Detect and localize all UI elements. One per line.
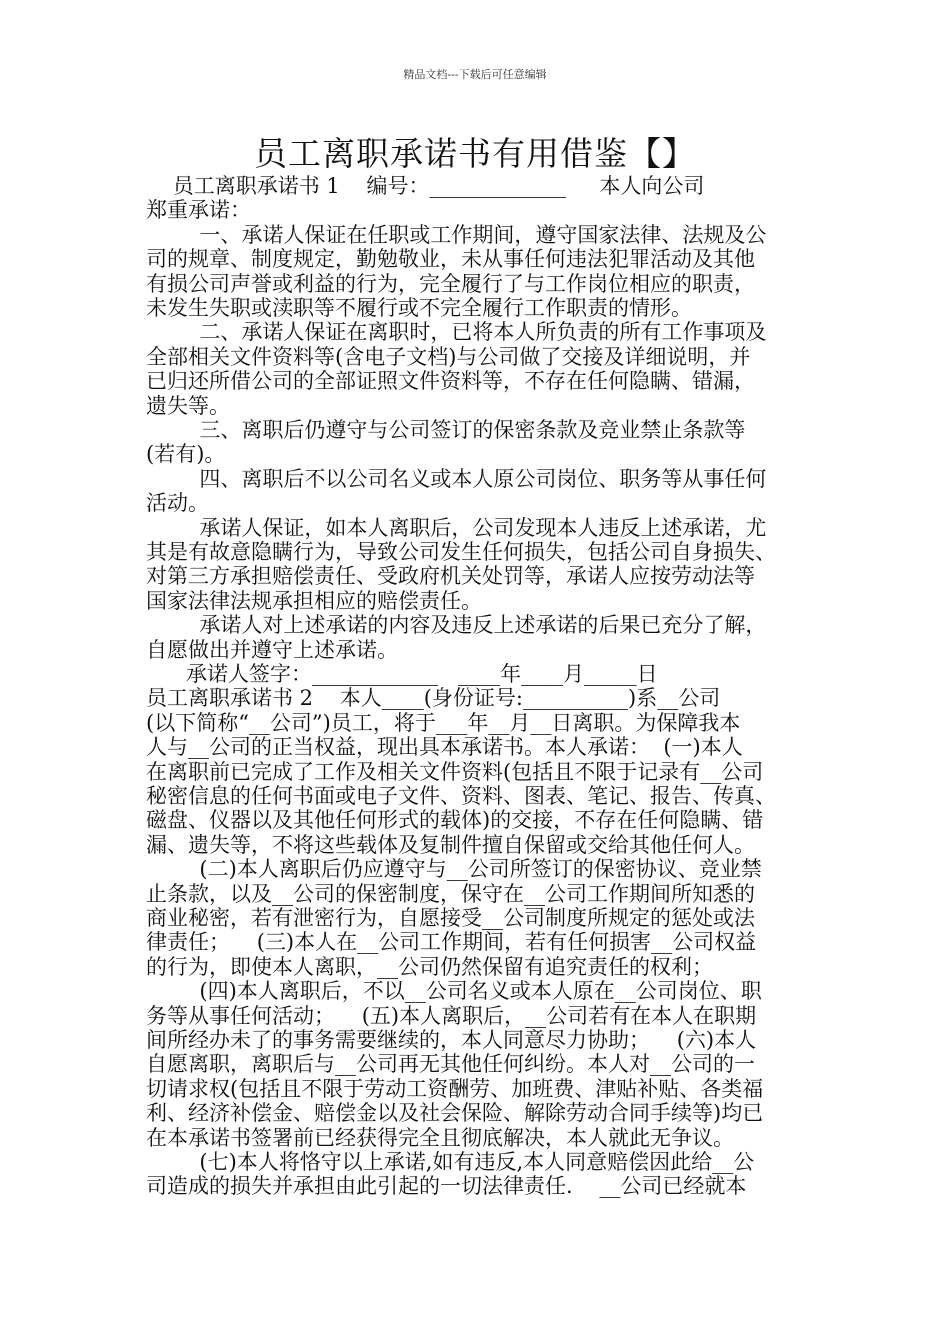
body-line: 利、经济补偿金、赔偿金以及社会保险、解除劳动合同手续等)均已 bbox=[146, 1101, 764, 1126]
body-line: 承诺人签字：____________ ____年____月_____日 bbox=[146, 662, 658, 686]
body-line: 其是有故意隐瞒行为，导致公司发生任何损失，包括公司自身损失、 bbox=[146, 540, 776, 564]
body-line: 国家法律法规承担相应的赔偿责任。 bbox=[146, 588, 482, 613]
body-line: 商业秘密，若有泄密行为，自愿接受__公司制度所规定的惩处或法 bbox=[146, 906, 755, 930]
body-line: 司的规章、制度规定，勤勉敬业，未从事任何违法犯罪活动及其他 bbox=[146, 247, 755, 272]
body-line: 已归还所借公司的全部证照文件资料等，不存在任何隐瞒、错漏， bbox=[146, 369, 755, 394]
body-line: 间所经办未了的事务需要继续的，本人同意尽力协助； (六)本人 bbox=[146, 1028, 757, 1052]
body-line: 活动。 bbox=[146, 491, 209, 516]
body-line: 有损公司声誉或利益的行为，完全履行了与工作岗位相应的职责， bbox=[146, 271, 755, 296]
document-title: 员工离职承诺书有用借鉴【】 bbox=[254, 134, 696, 173]
body-line: 四、离职后不以公司名义或本人原公司岗位、职务等从事任何 bbox=[146, 466, 767, 491]
body-line: 在本承诺书签署前已经获得完全且彻底解决，本人就此无争议。 bbox=[146, 1125, 734, 1150]
body-line: 漏、遗失等，不将这些载体及复制件擅自保留或交给其他任何人。 bbox=[146, 832, 755, 857]
body-line: 自愿做出并遵守上述承诺。 bbox=[146, 637, 398, 662]
body-line: (以下简称“__公司”)员工，将于___年__月__日离职。为保障我本 bbox=[146, 710, 741, 735]
body-line: 秘密信息的任何书面或电子文件、资料、图表、笔记、报告、传真、 bbox=[146, 784, 776, 808]
body-line: 遗失等。 bbox=[146, 393, 230, 418]
body-line: 司造成的损失并承担由此引起的一切法律责任. __公司已经就本 bbox=[146, 1174, 747, 1199]
body-line: (七)本人将恪守以上承诺,如有违反,本人同意赔偿因此给__公 bbox=[146, 1150, 755, 1174]
body-line: 员工离职承诺书 2 本人____(身份证号:__________)系__公司 bbox=[146, 686, 721, 711]
body-line: 承诺人保证，如本人离职后，公司发现本人违反上述承诺，尤 bbox=[146, 515, 767, 540]
body-line: 承诺人对上述承诺的内容及违反上述承诺的后果已充分了解， bbox=[146, 613, 767, 638]
body-line: 三、离职后仍遵守与公司签订的保密条款及竞业禁止条款等 bbox=[146, 418, 746, 442]
body-line: 人与__公司的正当权益，现出具本承诺书。本人承诺： (一)本人 bbox=[146, 735, 743, 760]
body-line: 一、承诺人保证在任职或工作期间，遵守国家法律、法规及公 bbox=[146, 222, 767, 247]
body-line: (二)本人离职后仍应遵守与__公司所签订的保密协议、竞业禁 bbox=[146, 857, 762, 882]
body-line: 全部相关文件资料等(含电子文档)与公司做了交接及详细说明，并 bbox=[146, 344, 751, 369]
page-header: 精品文档---下载后可任意编辑 bbox=[403, 68, 547, 81]
body-line: 未发生失职或渎职等不履行或不完全履行工作职责的情形。 bbox=[146, 296, 692, 320]
body-line: 郑重承诺： bbox=[146, 198, 251, 223]
body-line: 在离职前已完成了工作及相关文件资料(包括且不限于记录有__公司 bbox=[146, 759, 764, 784]
body-line: 切请求权(包括且不限于劳动工资酬劳、加班费、津贴补贴、各类福 bbox=[146, 1076, 764, 1101]
body-line: 员工离职承诺书 1 编号：_____________ 本人向公司 bbox=[146, 174, 705, 198]
body-line: (若有)。 bbox=[146, 442, 226, 467]
body-line: 的行为，即使本人离职，__公司仍然保留有追究责任的权利； bbox=[146, 954, 713, 979]
body-line: 律责任； (三)本人在__公司工作期间，若有任何损害__公司权益 bbox=[146, 930, 757, 955]
body-line: 自愿离职，离职后与__公司再无其他任何纠纷。本人对__公司的一 bbox=[146, 1052, 755, 1077]
body-line: 磁盘、仪器以及其他任何形式的载体)的交接，不存在任何隐瞒、错 bbox=[146, 808, 764, 833]
body-line: (四)本人离职后，不以__公司名义或本人原在__公司岗位、职 bbox=[146, 979, 762, 1004]
body-line: 对第三方承担赔偿责任、受政府机关处罚等，承诺人应按劳动法等 bbox=[146, 564, 755, 589]
body-line: 务等从事任何活动； (五)本人离职后，__公司若有在本人在职期 bbox=[146, 1003, 757, 1028]
body-line: 止条款，以及__公司的保密制度，保守在__公司工作期间所知悉的 bbox=[146, 881, 755, 906]
body-line: 二、承诺人保证在离职时，已将本人所负责的所有工作事项及 bbox=[146, 320, 767, 345]
